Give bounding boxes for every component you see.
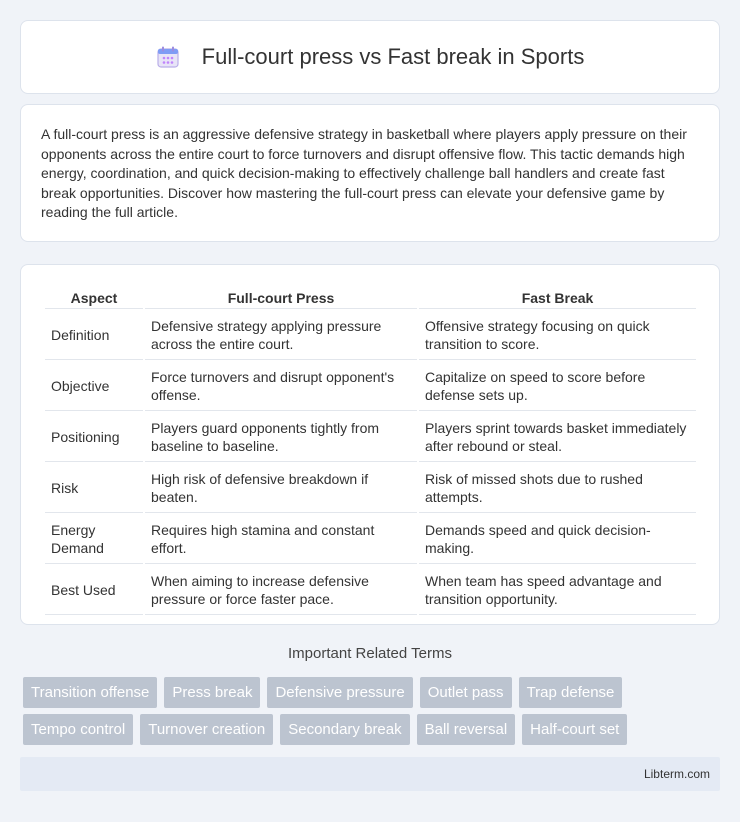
aspect-cell: Definition <box>45 311 143 360</box>
table-row <box>45 413 696 462</box>
aspect-cell: Positioning <box>45 413 143 462</box>
press-cell: Force turnovers and disrupt opponent's offense. <box>145 362 417 411</box>
column-header: Aspect <box>45 287 143 309</box>
related-terms-heading: Important Related Terms <box>288 645 452 662</box>
break-cell: Offensive strategy focusing on quick transition to score. <box>419 311 696 360</box>
table-row <box>45 311 696 360</box>
column-header: Fast Break <box>419 287 696 309</box>
related-term-tag[interactable]: Tempo control <box>23 714 133 745</box>
page-title: Full-court press vs Fast break in Sports <box>201 44 585 69</box>
press-cell: High risk of defensive breakdown if beaten. <box>145 464 417 513</box>
comparison-table-card <box>20 264 720 625</box>
related-term-tag[interactable]: Ball reversal <box>417 714 516 745</box>
aspect-cell: Energy Demand <box>45 515 143 564</box>
break-cell: Demands speed and quick decision-making. <box>419 515 696 564</box>
related-terms-list <box>23 677 723 745</box>
related-term-tag[interactable]: Turnover creation <box>140 714 273 745</box>
footer-site-link[interactable]: Libterm.com <box>643 767 710 781</box>
press-cell: Requires high stamina and constant effort. <box>145 515 417 564</box>
break-cell: Capitalize on speed to score before defense sets up. <box>419 362 696 411</box>
comparison-table <box>43 285 698 617</box>
column-header: Full-court Press <box>145 287 417 309</box>
break-cell: When team has speed advantage and transition opportunity. <box>419 566 696 615</box>
aspect-cell: Best Used <box>45 566 143 615</box>
break-cell: Players sprint towards basket immediately after rebound or steal. <box>419 413 696 462</box>
aspect-cell: Risk <box>45 464 143 513</box>
title-card <box>20 20 720 94</box>
footer <box>20 757 720 791</box>
break-cell: Risk of missed shots due to rushed attempts. <box>419 464 696 513</box>
calendar-icon <box>156 45 180 69</box>
related-term-tag[interactable]: Transition offense <box>23 677 157 708</box>
related-term-tag[interactable]: Secondary break <box>280 714 409 745</box>
related-term-tag[interactable]: Half-court set <box>522 714 627 745</box>
related-term-tag[interactable]: Press break <box>164 677 260 708</box>
press-cell: Players guard opponents tightly from baseline to baseline. <box>145 413 417 462</box>
intro-card <box>20 104 720 242</box>
table-row <box>45 515 696 564</box>
intro-text: A full-court press is an aggressive defensive strategy in basketball where players apply pressure on their opponents across the entire court to force turnovers and disrupt offensive flow. This tactic demands high energy, coordination, and quick decision-making to effectively challenge ball handlers and create fast break opportunities. Discover how mastering the full-court press can elevate your defensive game by reading the full article. <box>41 126 687 221</box>
press-cell: When aiming to increase defensive pressure or force faster pace. <box>145 566 417 615</box>
related-term-tag[interactable]: Outlet pass <box>420 677 512 708</box>
table-row <box>45 464 696 513</box>
table-row <box>45 566 696 615</box>
table-row <box>45 362 696 411</box>
related-term-tag[interactable]: Trap defense <box>519 677 623 708</box>
related-term-tag[interactable]: Defensive pressure <box>267 677 412 708</box>
press-cell: Defensive strategy applying pressure across the entire court. <box>145 311 417 360</box>
table-header-row <box>45 287 696 309</box>
aspect-cell: Objective <box>45 362 143 411</box>
